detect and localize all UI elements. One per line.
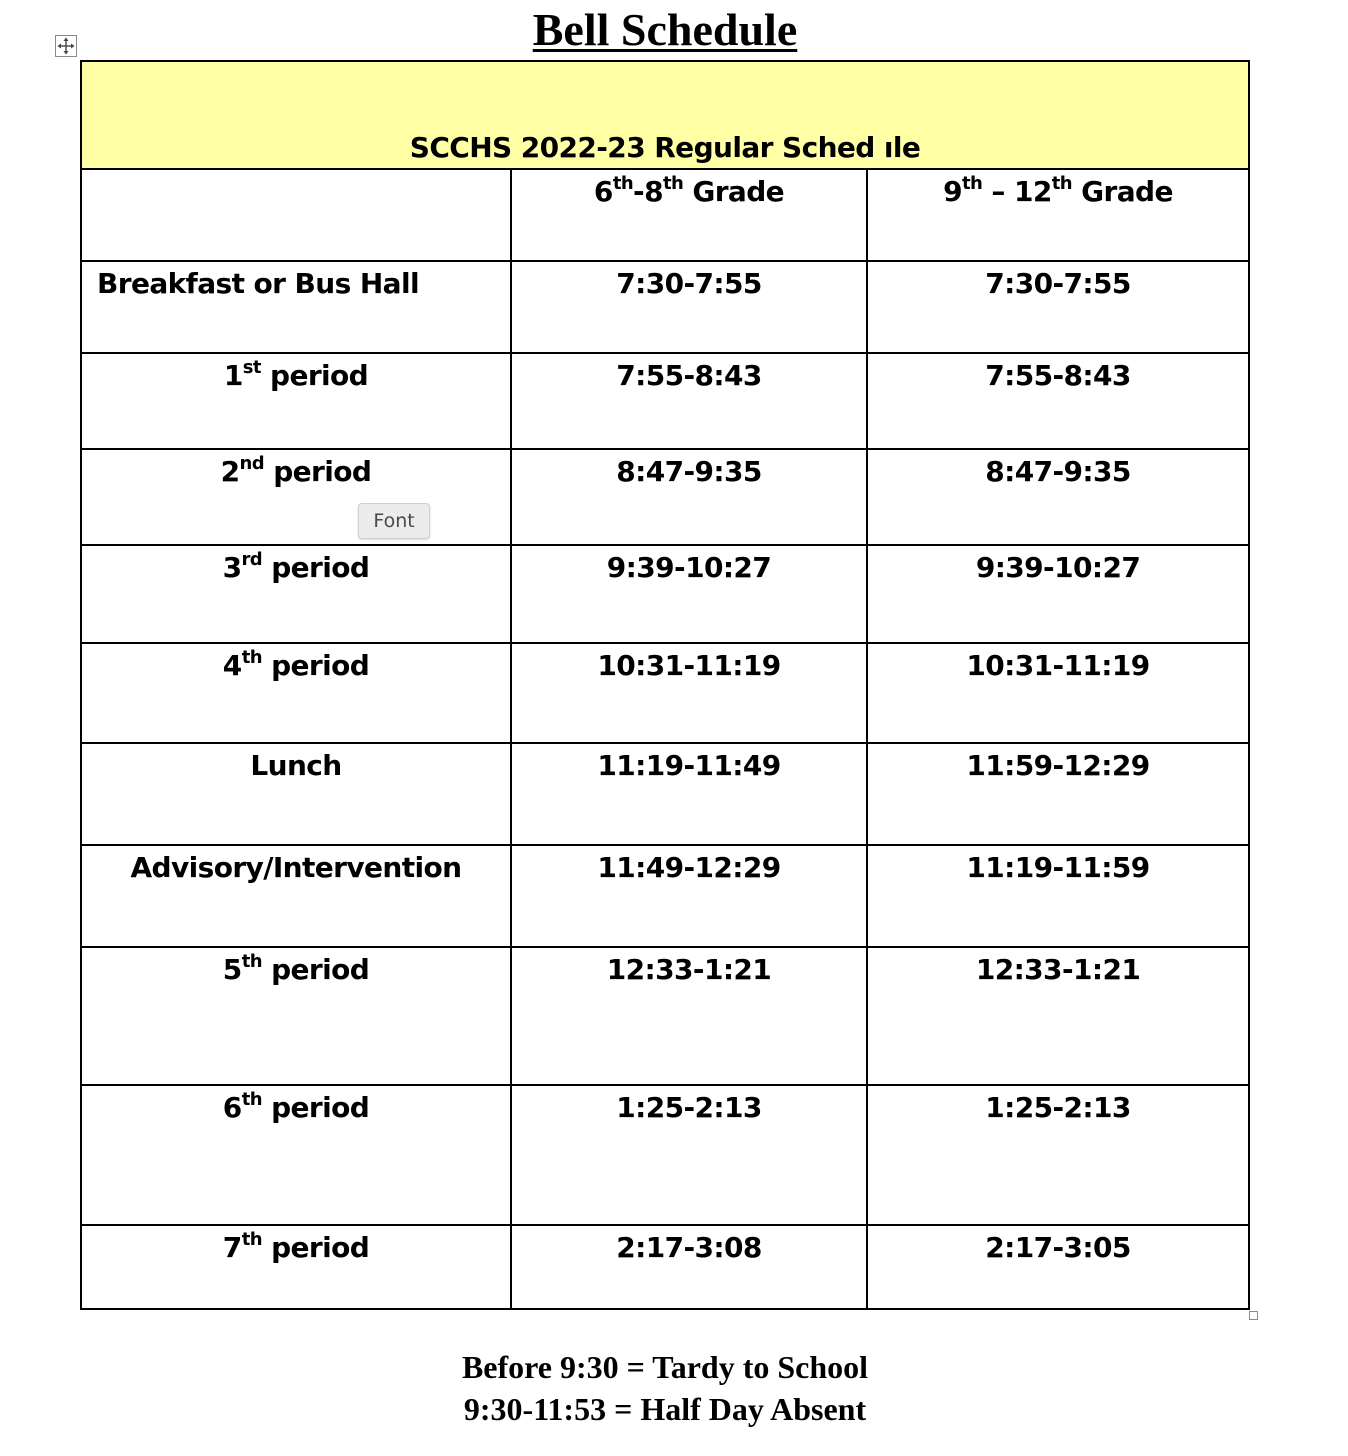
time-cell[interactable]: 7:55-8:43 [511,353,867,449]
time-cell[interactable]: 2:17-3:08 [511,1225,867,1309]
table-row [81,449,1249,545]
table-row [81,947,1249,1085]
row-label-period-6[interactable]: 6th period [81,1085,511,1225]
row-label-period-2[interactable]: 2nd period [81,449,511,545]
attendance-note [0,1346,1330,1430]
time-cell[interactable]: 8:47-9:35 [867,449,1249,545]
row-label-breakfast[interactable]: Breakfast or Bus Hall [81,261,511,353]
time-cell[interactable]: 1:25-2:13 [867,1085,1249,1225]
table-move-icon[interactable] [55,35,77,57]
banner-text: SCCHS 2022-23 Regular Sched ıle [409,131,921,164]
time-cell[interactable]: 12:33-1:21 [511,947,867,1085]
table-row [81,743,1249,845]
time-cell[interactable]: 11:49-12:29 [511,845,867,947]
time-cell[interactable]: 7:30-7:55 [511,261,867,353]
row-label-period-1[interactable]: 1st period [81,353,511,449]
table-row [81,643,1249,743]
time-cell[interactable]: 8:47-9:35 [511,449,867,545]
time-cell[interactable]: 2:17-3:05 [867,1225,1249,1309]
time-cell[interactable]: 1:25-2:13 [511,1085,867,1225]
time-cell[interactable]: 10:31-11:19 [511,643,867,743]
table-row [81,261,1249,353]
row-label-period-7[interactable]: 7th period [81,1225,511,1309]
corner-cell[interactable] [81,169,511,261]
time-cell[interactable]: 11:59-12:29 [867,743,1249,845]
row-label-period-3[interactable]: 3rd period [81,545,511,643]
tardy-note: Before 9:30 = Tardy to School [461,1349,869,1385]
table-row [81,545,1249,643]
row-label-lunch[interactable]: Lunch [81,743,511,845]
grade-header-6-8[interactable]: 6th-8th Grade [511,169,867,261]
table-resize-icon[interactable] [1249,1311,1258,1320]
page-title: Bell Schedule [532,4,798,55]
time-cell[interactable]: 9:39-10:27 [867,545,1249,643]
row-label-period-4[interactable]: 4th period [81,643,511,743]
row-label-period-5[interactable]: 5th period [81,947,511,1085]
schedule-banner[interactable] [81,61,1249,169]
time-cell[interactable]: 11:19-11:59 [867,845,1249,947]
table-row [81,353,1249,449]
font-tooltip: Font [358,503,430,539]
grade-header-9-12[interactable]: 9th – 12th Grade [867,169,1249,261]
time-cell[interactable]: 9:39-10:27 [511,545,867,643]
row-label-advisory[interactable]: Advisory/Intervention [81,845,511,947]
table-row [81,1085,1249,1225]
time-cell[interactable]: 7:30-7:55 [867,261,1249,353]
table-row [81,1225,1249,1309]
time-cell[interactable]: 7:55-8:43 [867,353,1249,449]
bell-schedule-table [80,60,1250,1310]
time-cell[interactable]: 11:19-11:49 [511,743,867,845]
time-cell[interactable]: 10:31-11:19 [867,643,1249,743]
time-cell[interactable]: 12:33-1:21 [867,947,1249,1085]
half-day-note: 9:30-11:53 = Half Day Absent [463,1391,867,1427]
table-row [81,845,1249,947]
